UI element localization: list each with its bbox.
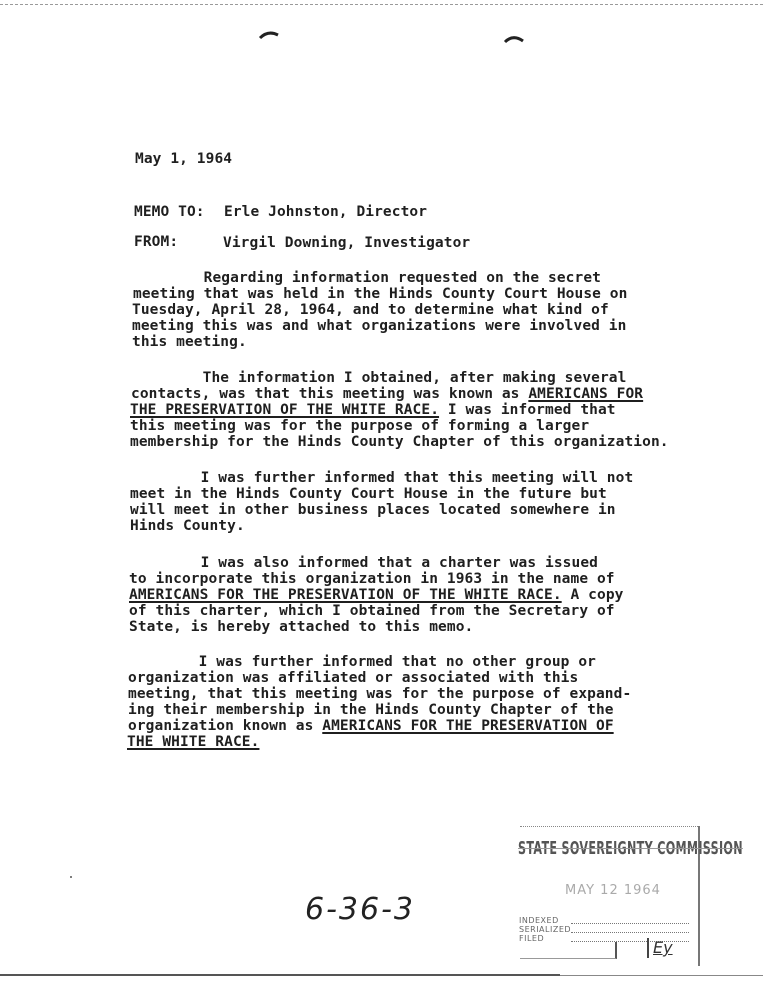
stamp-field-indexed: INDEXED	[519, 916, 559, 925]
paragraph-5-line-5-text: organization known as	[128, 718, 323, 734]
org-name-underlined: AMERICANS FOR THE PRESERVATION OF THE WHITE RACE.	[129, 587, 562, 603]
paragraph-5-line-3: meeting, that this meeting was for the purpose of expand-	[128, 686, 632, 702]
stamp-box	[520, 942, 617, 959]
paragraph-3-line-1: I was further informed that this meeting will not	[130, 470, 634, 486]
paragraph-4-line-5: State, is hereby attached to this memo.	[129, 619, 474, 635]
org-name-underlined: THE WHITE RACE.	[127, 734, 260, 750]
paragraph-2-line-1: The information I obtained, after making several	[132, 370, 627, 386]
stamp-field-serialized: SERIALIZED	[519, 925, 572, 934]
handwritten-file-number: 6-36-3	[305, 892, 415, 927]
paragraph-2-line-4: this meeting was for the purpose of forming a larger	[130, 418, 590, 434]
paragraph-5-line-6	[127, 734, 259, 750]
paragraph-5-line-2: organization was affiliated or associated with this	[128, 670, 579, 686]
paragraph-5-line-1: I was further informed that no other group or	[128, 654, 596, 670]
paragraph-5-line-5	[128, 718, 614, 734]
paragraph-3-line-4: Hinds County.	[130, 518, 245, 534]
paragraph-4-line-3-text: A copy	[561, 587, 624, 603]
paragraph-1-line-4: meeting this was and what organizations were involved in	[132, 318, 627, 334]
paragraph-1-line-5: this meeting.	[132, 334, 247, 350]
bottom-edge-rule-right	[560, 975, 763, 976]
stamp-date: MAY 12 1964	[565, 883, 661, 898]
paragraph-3-line-2: meet in the Hinds County Court House in the future but	[130, 486, 607, 502]
scan-speck	[70, 876, 72, 878]
stamp-top-border	[520, 826, 700, 827]
paragraph-4-line-3	[129, 587, 623, 603]
org-name-underlined: AMERICANS FOR	[528, 386, 644, 402]
memo-from-label: FROM:	[134, 234, 179, 250]
paragraph-2-line-3-text: I was informed that	[439, 402, 616, 418]
org-name-underlined: AMERICANS FOR THE PRESERVATION OF	[322, 718, 614, 734]
org-name-underlined: THE PRESERVATION OF THE WHITE RACE.	[130, 402, 440, 418]
paragraph-3-line-3: will meet in other business places located somewhere in	[130, 502, 616, 518]
stamp-field-filed: FILED	[519, 934, 545, 943]
paragraph-4-line-1: I was also informed that a charter was issued	[130, 555, 598, 571]
paragraph-1-line-2: meeting that was held in the Hinds County Court House on	[133, 286, 628, 302]
bottom-edge-rule	[0, 974, 560, 976]
paragraph-2-line-5: membership for the Hinds County Chapter of this organization.	[130, 434, 669, 450]
paragraph-4-line-2: to incorporate this organization in 1963 in the name of	[129, 571, 615, 587]
commission-stamp	[515, 826, 743, 966]
top-edge-dashes	[0, 4, 763, 5]
paragraph-5-line-4: ing their membership in the Hinds County Chapter of the	[128, 702, 614, 718]
memo-from-value: Virgil Downing, Investigator	[223, 235, 471, 251]
paragraph-4-line-4: of this charter, which I obtained from the Secretary of	[129, 603, 615, 619]
stamp-title: STATE SOVEREIGNTY COMMISSION	[518, 838, 743, 859]
paragraph-1-line-1: Regarding information requested on the secret	[133, 270, 601, 286]
paragraph-2-line-3	[130, 402, 616, 418]
memo-to-value: Erle Johnston, Director	[224, 204, 428, 220]
memo-to-label: MEMO TO:	[134, 204, 205, 220]
punch-mark-left	[258, 30, 280, 40]
stamp-initials: Ey	[647, 938, 695, 958]
punch-mark-right	[503, 34, 525, 44]
paragraph-2-line-2-text: contacts, was that this meeting was known as	[131, 386, 529, 402]
memo-date: May 1, 1964	[135, 151, 233, 167]
paragraph-2-line-2	[131, 386, 643, 402]
paragraph-1-line-3: Tuesday, April 28, 1964, and to determine what kind of	[132, 302, 609, 318]
